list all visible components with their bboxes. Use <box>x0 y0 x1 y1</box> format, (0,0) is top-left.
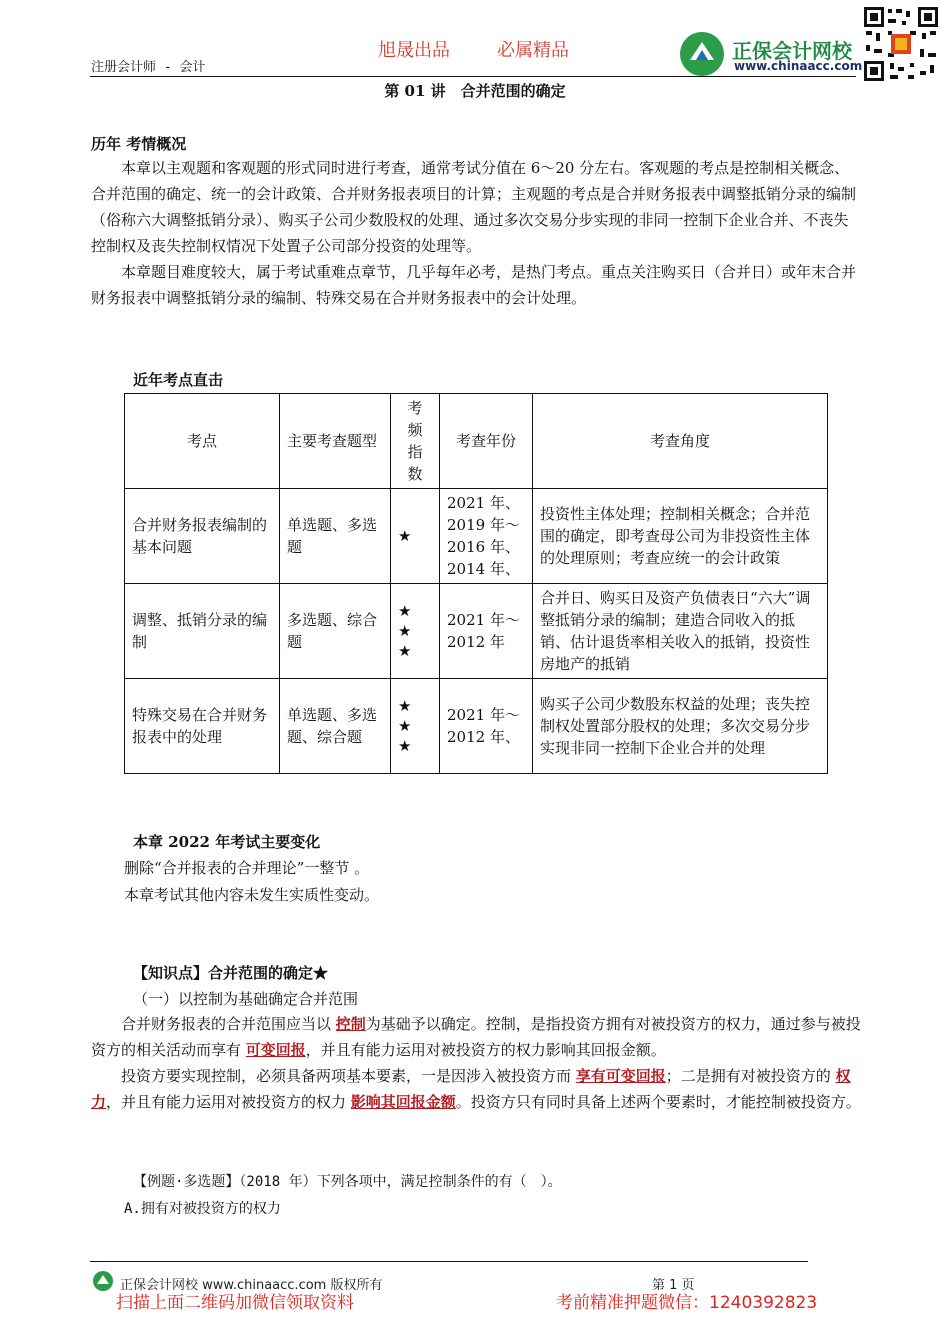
brand-logo-icon <box>678 30 726 78</box>
knowledge-paragraph <box>91 1011 861 1063</box>
year-line: 2012 年、 <box>447 728 520 746</box>
keyword-variable-return: 可变回报 <box>245 1041 306 1059</box>
keyword-control: 控制 <box>335 1015 366 1033</box>
text-run: ；二是拥有对被投资方的 <box>665 1067 836 1085</box>
overview-heading: 历年 考情概况 <box>91 135 187 153</box>
point-cell: 特殊交易在合并财务报表中的处理 <box>125 679 280 774</box>
angle-cell: 合并日、购买日及资产负债表日“六大”调整抵销分录的编制；建造合同收入的抵销、估计退货率相关收入的抵销，投资性房地产的抵销 <box>533 584 828 679</box>
stars-cell <box>391 584 440 679</box>
year-line: 2021 年～ <box>447 611 520 629</box>
angle-cell: 购买子公司少数股东权益的处理；丧失控制权处置部分股权的处理；多次交易分步实现非同一控制下企业合并的处理 <box>533 679 828 774</box>
footer-rule <box>90 1261 808 1262</box>
knowledge-heading: 【知识点】合并范围的确定★ <box>133 964 329 982</box>
promo-right: 考前精准押题微信：1240392823 <box>556 1293 818 1313</box>
qr-code-icon <box>862 5 940 83</box>
text-run: 投资方要实现控制，必须具备两项基本要素，一是因涉入被投资方而 <box>121 1067 576 1085</box>
changes-line: 本章考试其他内容未发生实质性变动。 <box>124 886 380 904</box>
promo-left: 扫描上面二维码加微信领取资料 <box>116 1293 354 1313</box>
header-cell: 考查年份 <box>440 394 533 489</box>
text-run: 合并财务报表的合并范围应当以 <box>121 1015 336 1033</box>
changes-list <box>124 855 379 909</box>
keyword-enjoy-variable-return: 享有可变回报 <box>575 1067 666 1085</box>
text-run: 为基础予以确定。控制，是指投资方拥有对被投资方的权力，通过参与被投资方的相关活动而享有 <box>91 1015 861 1059</box>
text-run: 。投资方只有同时具备上述两个要素时，才能控制被投资方。 <box>455 1093 861 1111</box>
table-caption: 近年考点直击 <box>133 371 224 389</box>
keyword-power: 权力 <box>91 1067 851 1111</box>
years-cell <box>440 584 533 679</box>
point-cell: 合并财务报表编制的基本问题 <box>125 489 280 584</box>
years-cell <box>440 489 533 584</box>
star-icon: ★ <box>398 697 412 715</box>
footer-copyright: 正保会计网校 www.chinaacc.com 版权所有 <box>120 1278 383 1293</box>
star-icon: ★ <box>398 737 412 755</box>
knowledge-paragraph <box>91 1063 861 1115</box>
stars-cell <box>391 679 440 774</box>
brand-name: 正保会计网校 <box>732 39 852 63</box>
year-line: 2014 年、 <box>447 560 520 578</box>
footer-page-number: 第 1 页 <box>652 1278 695 1293</box>
knowledge-subheading: （一）以控制为基础确定合并范围 <box>133 990 359 1008</box>
year-line: 2021 年、 <box>447 494 520 512</box>
angle-cell: 投资性主体处理；控制相关概念；合并范围的确定，即考查母公司为非投资性主体的处理原则；考查应统一的会计政策 <box>533 489 828 584</box>
star-icon: ★ <box>398 602 412 620</box>
year-line: 2019 年～ <box>447 516 520 534</box>
header-slogan-right: 必属精品 <box>497 40 569 61</box>
text-run: ，并且有能力运用对被投资方的权力 <box>106 1093 351 1111</box>
overview-body <box>91 155 861 311</box>
exam-points-table <box>124 393 828 774</box>
stars-cell <box>391 489 440 584</box>
header-rule <box>90 76 856 77</box>
course-name: 注册会计师 - 会计 <box>91 60 206 75</box>
changes-heading: 本章 2022 年考试主要变化 <box>133 833 321 851</box>
type-cell: 多选题、综合题 <box>280 584 391 679</box>
year-line: 2012 年 <box>447 633 505 651</box>
point-cell: 调整、抵销分录的编制 <box>125 584 280 679</box>
star-icon: ★ <box>398 642 412 660</box>
years-cell <box>440 679 533 774</box>
text-run: ，并且有能力运用对被投资方的权力影响其回报金额。 <box>305 1041 666 1059</box>
footer-logo-icon <box>92 1270 114 1292</box>
example-question: 【例题·多选题】（2018 年）下列各项中，满足控制条件的有（ ）。 <box>133 1174 562 1190</box>
year-line: 2021 年～ <box>447 706 520 724</box>
overview-paragraph: 本章题目难度较大，属于考试重难点章节，几乎每年必考，是热门考点。重点关注购买日（合并日）或年末合并财务报表中调整抵销分录的编制、特殊交易在合并财务报表中的会计处理。 <box>91 263 857 307</box>
header-cell: 考查角度 <box>533 394 828 489</box>
table-header-row <box>125 394 828 489</box>
header-cell: 考频指数 <box>391 394 440 489</box>
star-icon: ★ <box>398 527 412 545</box>
star-icon: ★ <box>398 717 412 735</box>
keyword-affect-return: 影响其回报金额 <box>350 1093 456 1111</box>
table-row <box>125 489 828 584</box>
type-cell: 单选题、多选题、综合题 <box>280 679 391 774</box>
star-icon: ★ <box>398 622 412 640</box>
type-cell: 单选题、多选题 <box>280 489 391 584</box>
brand-url: www.chinaacc.com <box>734 59 863 73</box>
lecture-title: 第 01 讲 合并范围的确定 <box>384 82 566 100</box>
header-cell: 主要考查题型 <box>280 394 391 489</box>
example-option-a: A.拥有对被投资方的权力 <box>124 1201 281 1217</box>
table-row <box>125 679 828 774</box>
overview-paragraph: 本章以主观题和客观题的形式同时进行考查，通常考试分值在 6～20 分左右。客观题的考点是控制相关概念、合并范围的确定、统一的会计政策、合并财务报表项目的计算；主观题的考点是合并财务报表中调整抵销分录的编制（俗称六大调整抵销分录）、购买子公司少数股权的处理、通过多次交易分步实现的非同一控制下企业合并、不丧失控制权及丧失控制权情况下处置子公司部分投资的处理等。 <box>91 159 857 255</box>
table-row <box>125 584 828 679</box>
year-line: 2016 年、 <box>447 538 520 556</box>
header-cell: 考点 <box>125 394 280 489</box>
knowledge-body <box>91 1011 861 1115</box>
changes-line: 删除“合并报表的合并理论”一整节 。 <box>124 859 370 877</box>
header-slogan-left: 旭晟出品 <box>378 40 450 61</box>
